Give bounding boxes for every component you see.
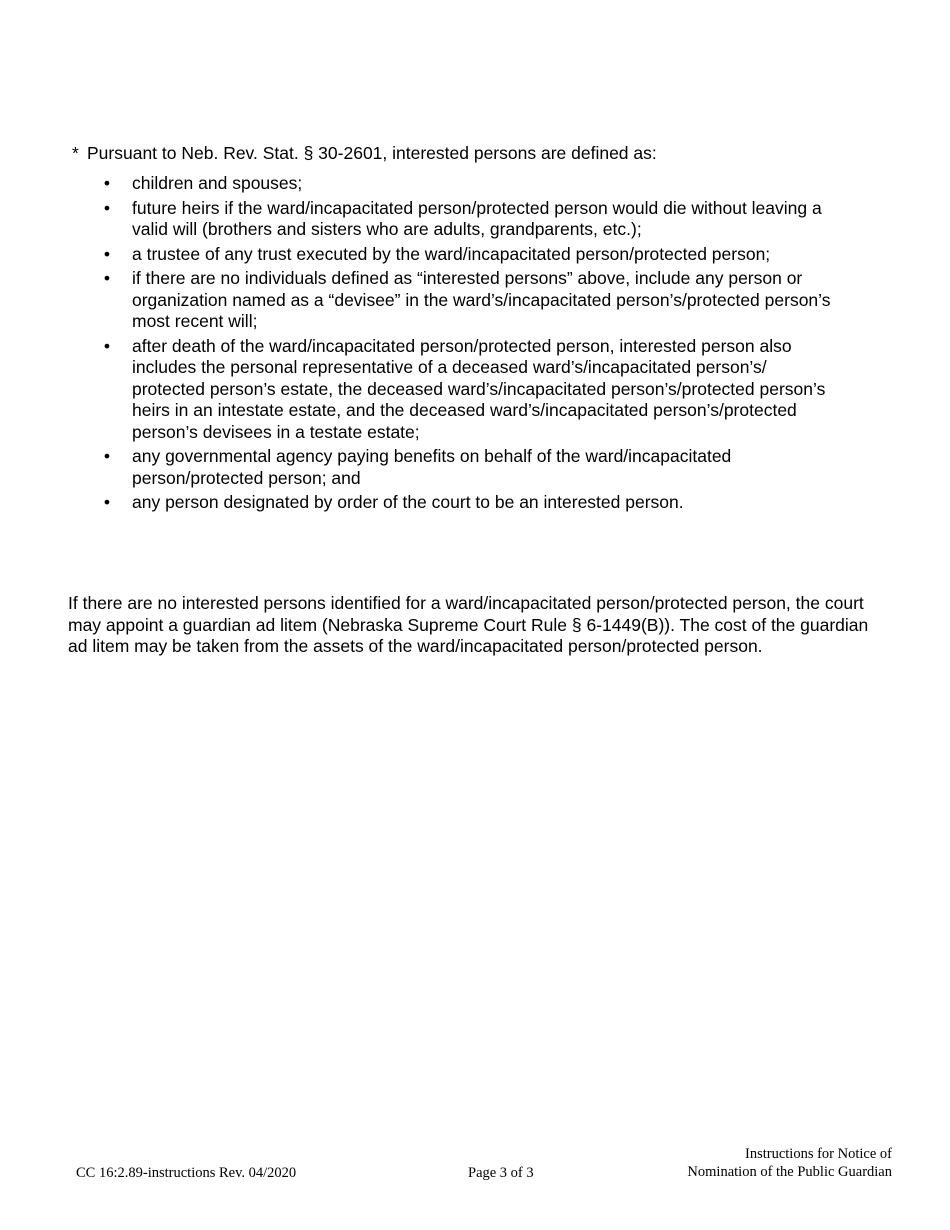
bullet-icon: • [103, 268, 111, 288]
bullet-icon: • [103, 197, 111, 218]
list-item-text: future heirs if the ward/incapacitated person/protected person would die without leaving a valid will (brothers and sisters who are adults, grandparents, etc.); [132, 197, 822, 239]
bullet-icon: • [103, 446, 111, 466]
footer-title-line-1: Instructions for Notice of [745, 1146, 892, 1162]
footer-title-line-2: Nomination of the Public Guardian [687, 1164, 892, 1180]
interested-persons-list [100, 173, 840, 517]
list-item-text: any person designated by order of the court to be an interested person. [132, 492, 684, 512]
list-item [100, 446, 840, 489]
list-item-text: children and spouses; [132, 173, 303, 193]
list-item-text: a trustee of any trust executed by the ward/incapacitated person/protected person; [132, 243, 771, 264]
list-item-text: if there are no individuals defined as “interested persons” above, include any person or organization named as a “devisee” in the ward’s/incapacitated person’s/protected person’s most recent will; [132, 268, 831, 331]
bullet-icon: • [103, 492, 111, 512]
guardian-ad-litem-paragraph: If there are no interested persons identified for a ward/incapacitated person/protected person, the court may appoint a guardian ad litem (Nebraska Supreme Court Rule § 6-1449(B)). The cost of the guardian ad litem may be taken from the assets of the ward/incapacitated person/protected person. [68, 593, 869, 656]
list-item [100, 336, 840, 444]
intro-sentence [72, 142, 892, 164]
bullet-icon: • [103, 335, 111, 356]
intro-text: Pursuant to Neb. Rev. Stat. § 30-2601, interested persons are defined as: [87, 143, 657, 163]
list-item [100, 198, 840, 241]
list-item [100, 173, 840, 195]
list-item [100, 268, 840, 333]
list-item-text: any governmental agency paying benefits on behalf of the ward/incapacitated person/protected person; and [132, 446, 732, 488]
footer-page-number: Page 3 of 3 [468, 1165, 534, 1181]
list-item-text: after death of the ward/incapacitated person/protected person, interested person also includes the personal representative of a deceased ward’s/incapacitated person’s/ protected person’s estate, the deceased ward’s/incapacitated person’s/protected person’s heirs in an intestate estate, and the deceased ward’s/incapacitated person’s/protected person’s devisees in a testate estate; [132, 335, 826, 442]
bullet-icon: • [103, 243, 111, 264]
list-item [100, 244, 840, 266]
footer-form-id: CC 16:2.89-instructions Rev. 04/2020 [76, 1165, 297, 1181]
list-item [100, 492, 840, 514]
bullet-icon: • [103, 173, 111, 193]
footer-document-title [687, 1145, 892, 1181]
asterisk-marker: * [72, 143, 79, 163]
